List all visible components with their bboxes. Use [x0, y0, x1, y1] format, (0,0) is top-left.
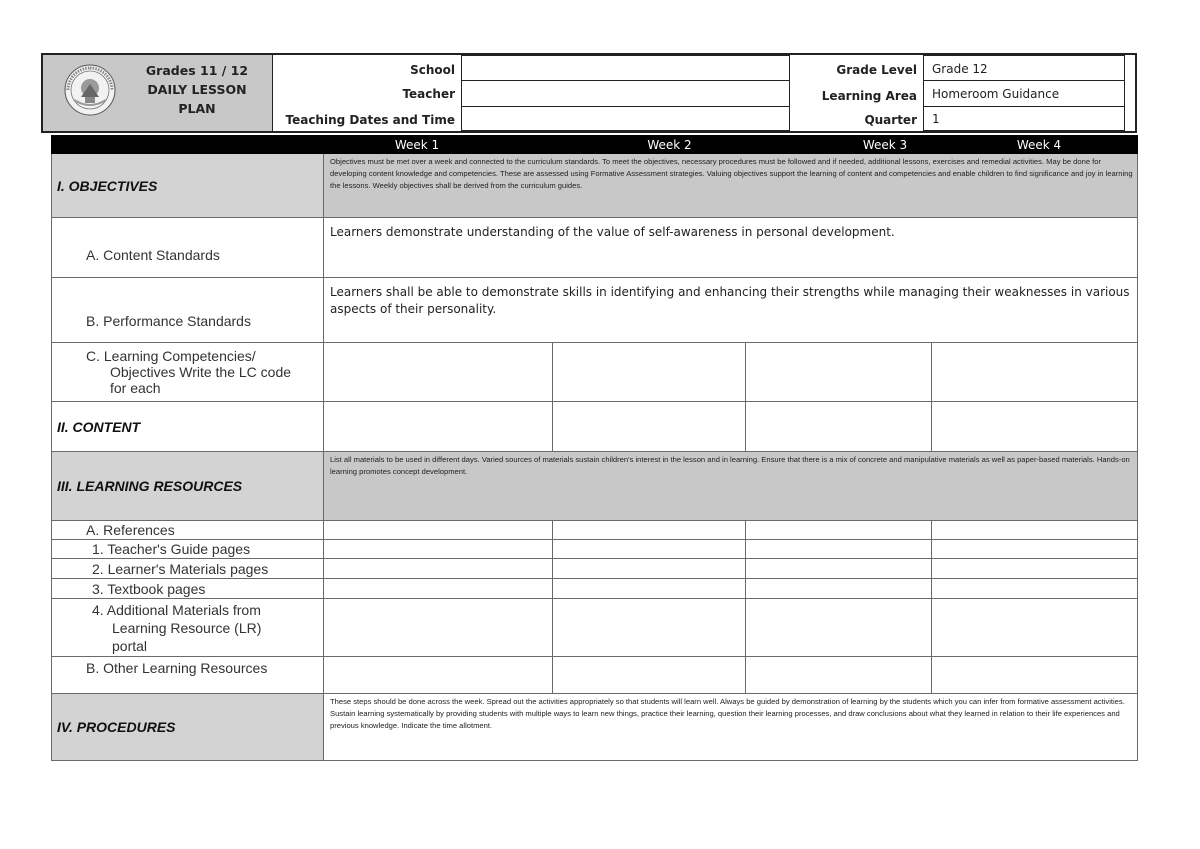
procedures-heading: IV. PROCEDURES	[52, 694, 324, 761]
learning-resources-note: List all materials to be used in different days. Varied sources of materials sustain children's interest in the lesson and in learning. Ensure that there is a mix of concrete and manipulative materials as well as paper-based materials. Hands-on learning promotes concept development.	[324, 452, 1138, 521]
week-2-header: Week 2	[647, 137, 692, 152]
learners-materials-week-2[interactable]	[553, 559, 746, 579]
additional-week-4[interactable]	[932, 599, 1138, 657]
references-week-4[interactable]	[932, 521, 1138, 540]
week-1-header: Week 1	[394, 137, 440, 152]
learning-area-label: Learning Area	[821, 89, 917, 103]
teachers-guide-row	[52, 540, 1138, 559]
textbook-row	[52, 579, 1138, 599]
content-standards-label: A. Content Standards	[52, 218, 324, 278]
references-label: A. References	[52, 521, 324, 540]
additional-materials-label	[52, 599, 324, 657]
objectives-note: Objectives must be met over a week and connected to the curriculum standards. To meet the objectives, necessary procedures must be followed and if needed, additional lessons, exercises and remedial activities. May be done for developing content knowledge and competencies. These are assessed using Formative Assessment strategies. Valuing objectives support the learning of content and competencies and enable children to find significance and joy in learning the lessons. Weekly objectives shall be derived from the curriculum guides.	[324, 154, 1138, 218]
learning-competencies-label	[52, 343, 324, 402]
references-week-1[interactable]	[324, 521, 553, 540]
performance-standards-row	[52, 278, 1138, 343]
content-week-3[interactable]	[746, 402, 932, 452]
competencies-line-3: for each	[110, 380, 161, 396]
learning-area-field[interactable]: Homeroom Guidance	[923, 80, 1125, 107]
learners-materials-week-4[interactable]	[932, 559, 1138, 579]
teachers-guide-week-3[interactable]	[746, 540, 932, 559]
quarter-field[interactable]: 1	[923, 106, 1125, 131]
week-3-header: Week 3	[862, 137, 908, 152]
quarter-label: Quarter	[864, 113, 917, 127]
document-title	[127, 61, 267, 118]
textbook-week-2[interactable]	[553, 579, 746, 599]
lesson-plan-table	[51, 135, 1138, 761]
textbook-label: 3. Textbook pages	[52, 579, 324, 599]
content-week-2[interactable]	[553, 402, 746, 452]
objectives-row	[52, 154, 1138, 218]
learners-materials-week-1[interactable]	[324, 559, 553, 579]
lesson-plan-header	[41, 53, 1137, 133]
week-header-blank	[52, 136, 324, 154]
title-daily-lesson-plan: DAILY LESSON PLAN	[147, 82, 247, 116]
competencies-line-2: Objectives Write the LC code	[110, 364, 292, 380]
header-title-cell	[43, 55, 273, 131]
textbook-week-4[interactable]	[932, 579, 1138, 599]
grade-level-label: Grade Level	[836, 63, 917, 77]
additional-line-3: portal	[112, 637, 148, 654]
content-heading: II. CONTENT	[52, 402, 324, 452]
references-row	[52, 521, 1138, 540]
other-resources-week-1[interactable]	[324, 657, 553, 694]
additional-materials-row	[52, 599, 1138, 657]
additional-line-2: Learning Resource (LR)	[112, 619, 262, 636]
teacher-field[interactable]	[461, 80, 790, 107]
content-week-1[interactable]	[324, 402, 553, 452]
learning-competencies-row	[52, 343, 1138, 402]
additional-week-2[interactable]	[553, 599, 746, 657]
other-resources-week-2[interactable]	[553, 657, 746, 694]
content-standards-text[interactable]: Learners demonstrate understanding of the value of self-awareness in personal development.	[324, 218, 1138, 278]
references-week-2[interactable]	[553, 521, 746, 540]
week-header-cells	[324, 136, 1138, 154]
school-label: School	[410, 63, 455, 77]
teacher-label: Teacher	[402, 87, 455, 101]
teaching-dates-field[interactable]	[461, 106, 790, 131]
learning-resources-heading: III. LEARNING RESOURCES	[52, 452, 324, 521]
additional-line-1: 4. Additional Materials from	[92, 601, 261, 618]
learners-materials-label: 2. Learner's Materials pages	[52, 559, 324, 579]
objectives-heading: I. OBJECTIVES	[52, 154, 324, 218]
content-row	[52, 402, 1138, 452]
other-resources-label: B. Other Learning Resources	[52, 657, 324, 694]
competencies-line-1: C. Learning Competencies/	[86, 348, 256, 364]
learners-materials-week-3[interactable]	[746, 559, 932, 579]
competencies-week-4[interactable]	[932, 343, 1138, 402]
other-resources-week-4[interactable]	[932, 657, 1138, 694]
content-week-4[interactable]	[932, 402, 1138, 452]
teaching-dates-label: Teaching Dates and Time	[285, 113, 455, 127]
week-4-header: Week 4	[1016, 137, 1062, 152]
procedures-note: These steps should be done across the week. Spread out the activities appropriately so that students will learn well. Always be guided by demonstration of learning by the students which you can infer from formative assessment activities. Sustain learning systematically by providing students with multiple ways to learn new things, practice their learning, question their learning processes, and draw conclusions about what they learned in relation to their life experiences and previous knowledge. Indicate the time allotment.	[324, 694, 1138, 761]
school-field[interactable]	[461, 55, 790, 81]
performance-standards-text[interactable]: Learners shall be able to demonstrate skills in identifying and enhancing their strengths while managing their weaknesses in various aspects of their personality.	[324, 278, 1138, 343]
title-grades: Grades 11 / 12	[145, 63, 249, 78]
teachers-guide-week-2[interactable]	[553, 540, 746, 559]
learning-resources-row	[52, 452, 1138, 521]
additional-week-3[interactable]	[746, 599, 932, 657]
content-standards-row	[52, 218, 1138, 278]
grade-level-field[interactable]: Grade 12	[923, 55, 1125, 81]
textbook-week-1[interactable]	[324, 579, 553, 599]
other-resources-row	[52, 657, 1138, 694]
teachers-guide-week-1[interactable]	[324, 540, 553, 559]
deped-seal-icon	[64, 64, 116, 116]
competencies-week-2[interactable]	[553, 343, 746, 402]
additional-week-1[interactable]	[324, 599, 553, 657]
teachers-guide-week-4[interactable]	[932, 540, 1138, 559]
procedures-row	[52, 694, 1138, 761]
competencies-week-1[interactable]	[324, 343, 553, 402]
references-week-3[interactable]	[746, 521, 932, 540]
performance-standards-label: B. Performance Standards	[52, 278, 324, 343]
week-header-row	[52, 136, 1138, 154]
textbook-week-3[interactable]	[746, 579, 932, 599]
other-resources-week-3[interactable]	[746, 657, 932, 694]
learners-materials-row	[52, 559, 1138, 579]
competencies-week-3[interactable]	[746, 343, 932, 402]
teachers-guide-label: 1. Teacher's Guide pages	[52, 540, 324, 559]
